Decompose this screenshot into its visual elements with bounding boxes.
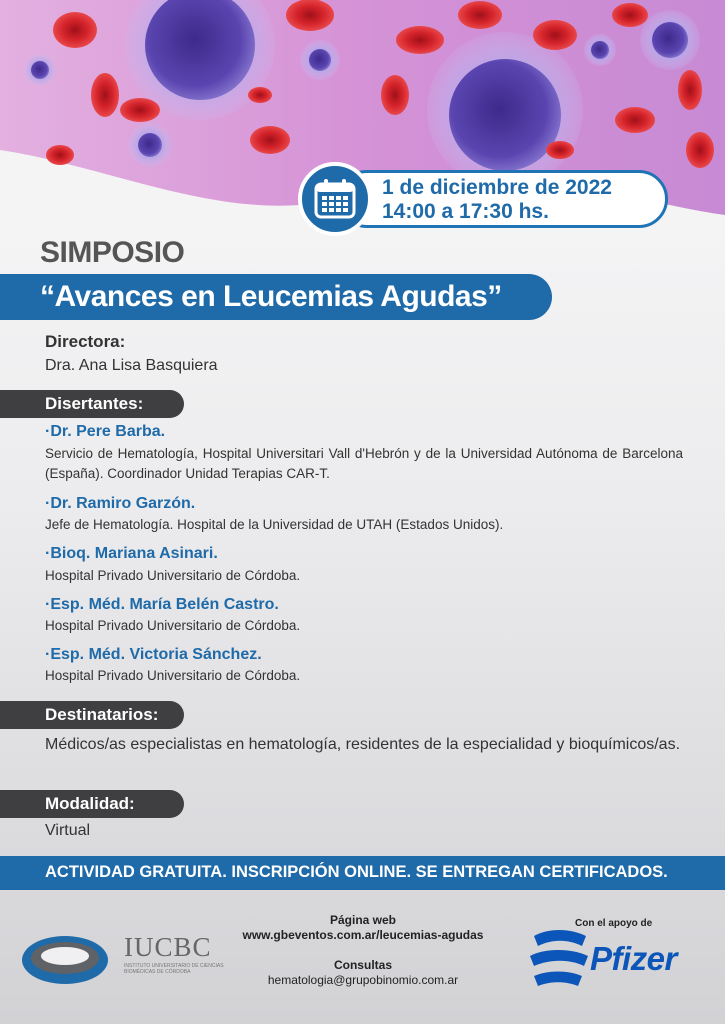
event-time: 14:00 a 17:30 hs. [382,200,549,223]
director-name: Dra. Ana Lisa Basquiera [45,357,218,374]
director-label: Directora: [45,332,126,351]
speakers-section-bar [0,390,184,418]
speaker-affiliation: Hospital Privado Universitario de Córdoba. [45,568,301,583]
speaker-name: ·Esp. Méd. Victoria Sánchez. [45,646,262,663]
iucbc-logo-icon [20,932,115,988]
speakers-label: Disertantes: [45,394,144,413]
iucbc-logo [20,930,230,990]
speaker-affiliation: Jefe de Hematología. Hospital de la Universidad de UTAH (Estados Unidos). [45,517,504,532]
institute-subtitle: INSTITUTO UNIVERSITARIO DE CIENCIAS BIOMÉDICAS DE CÓRDOBA [124,963,224,975]
contact-email-link[interactable]: hematologia@grupobinomio.com.ar [267,973,459,987]
speaker-name: ·Bioq. Mariana Asinari. [45,545,218,562]
audience-text: Médicos/as especialistas en hematología, residentes de la especialidad y bioquímicos/as. [45,736,681,753]
website-label: Página web [329,913,397,927]
event-title-bar [0,274,552,320]
event-title: “Avances en Leucemias Agudas” [40,280,502,313]
speaker-affiliation: Servicio de Hematología, Hospital Universitari Vall d'Hebrón y de la Universidad Autónoma de Barcelona (España). Coordinador Unidad Terapias CAR-T. [45,446,683,481]
event-date-pill [298,162,670,236]
pfizer-logo-icon [528,926,592,992]
modality-value: Virtual [45,822,91,839]
modality-section-bar [0,790,184,818]
sponsor-name: Pfizer [590,940,677,977]
support-label: Con el apoyo de [575,918,653,929]
calendar-icon [298,162,372,236]
modality-label: Modalidad: [45,794,135,813]
speaker-name: ·Esp. Méd. María Belén Castro. [45,596,279,613]
info-banner [0,856,725,890]
speaker-name: ·Dr. Ramiro Garzón. [45,495,196,512]
institute-name: IUCBC [124,932,212,962]
pfizer-logo [528,926,698,996]
audience-label: Destinatarios: [45,705,159,724]
event-date: 1 de diciembre de 2022 [382,176,612,199]
info-banner-text: ACTIVIDAD GRATUITA. INSCRIPCIÓN ONLINE. SE ENTREGAN CERTIFICADOS. [45,863,668,881]
speaker-affiliation: Hospital Privado Universitario de Córdoba. [45,668,301,683]
event-kind: SIMPOSIO [40,236,185,269]
speaker-affiliation: Hospital Privado Universitario de Córdoba. [45,618,301,633]
speaker-name: ·Dr. Pere Barba. [45,423,166,440]
website-link[interactable]: www.gbeventos.com.ar/leucemias-agudas [242,928,484,942]
audience-section-bar [0,701,184,729]
contact-label: Consultas [333,958,392,972]
